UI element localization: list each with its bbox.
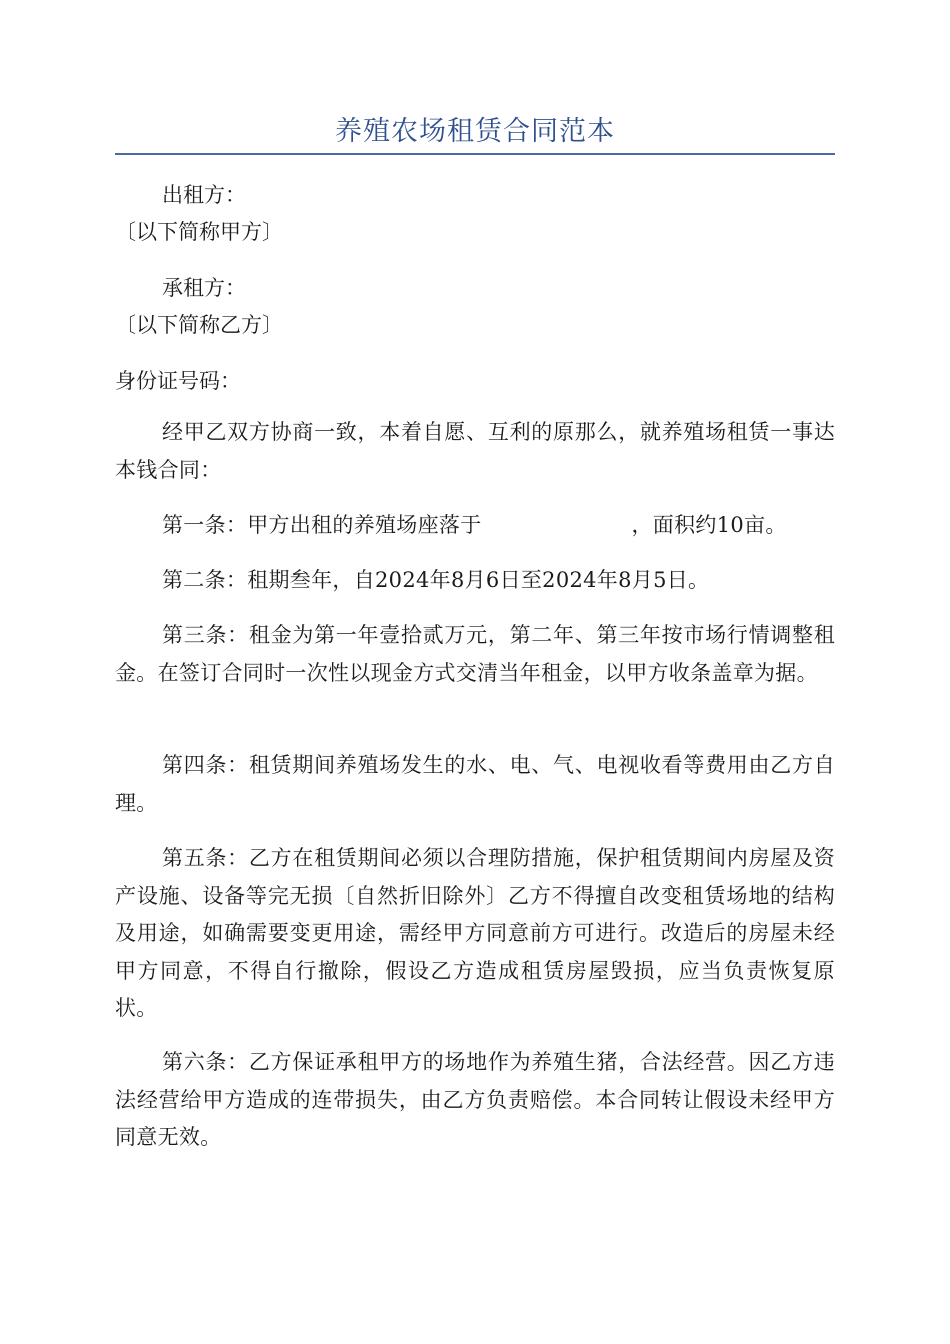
- lessee-alias: 〔以下简称乙方〕: [115, 313, 283, 337]
- article-6: 第六条：乙方保证承租甲方的场地作为养殖生猪，合法经营。因乙方违法经营给甲方造成的连带损失，由乙方负责赔偿。本合同转让假设未经甲方同意无效。: [115, 1050, 835, 1149]
- article-4: 第四条：租赁期间养殖场发生的水、电、气、电视收看等费用由乙方自理。: [115, 753, 835, 815]
- lessor-alias: 〔以下简称甲方〕: [115, 220, 283, 244]
- lessee-label: 承租方：: [162, 276, 246, 300]
- article-3: 第三条：租金为第一年壹拾贰万元，第二年、第三年按市场行情调整租金。在签订合同时一次性以现金方式交清当年租金，以甲方收条盖章为据。: [115, 623, 835, 685]
- id-number-label: 身份证号码：: [115, 369, 241, 393]
- title-underline: [115, 153, 835, 155]
- document-title: 养殖农场租赁合同范本: [335, 116, 615, 147]
- article-1: [115, 507, 835, 545]
- article-2: 第二条：租期叁年，自2024年8月6日至2024年8月5日。: [162, 568, 710, 592]
- article-1-suffix: ，面积约10亩。: [631, 513, 787, 537]
- preamble-paragraph: 经甲乙双方协商一致，本着自愿、互利的原那么，就养殖场租赁一事达本钱合同：: [115, 420, 835, 482]
- article-5: 第五条：乙方在租赁期间必须以合理防措施，保护租赁期间内房屋及资产设施、设备等完无损〔自然折旧除外〕乙方不得擅自改变租赁场地的结构及用途，如确需要变更用途，需经甲方同意前方可进行。改造后的房屋未经甲方同意，不得自行撤除，假设乙方造成租赁房屋毁损，应当负责恢复原状。: [115, 846, 835, 1020]
- article-1-prefix: 第一条：甲方出租的养殖场座落于: [162, 513, 482, 537]
- lessor-label: 出租方：: [162, 183, 246, 207]
